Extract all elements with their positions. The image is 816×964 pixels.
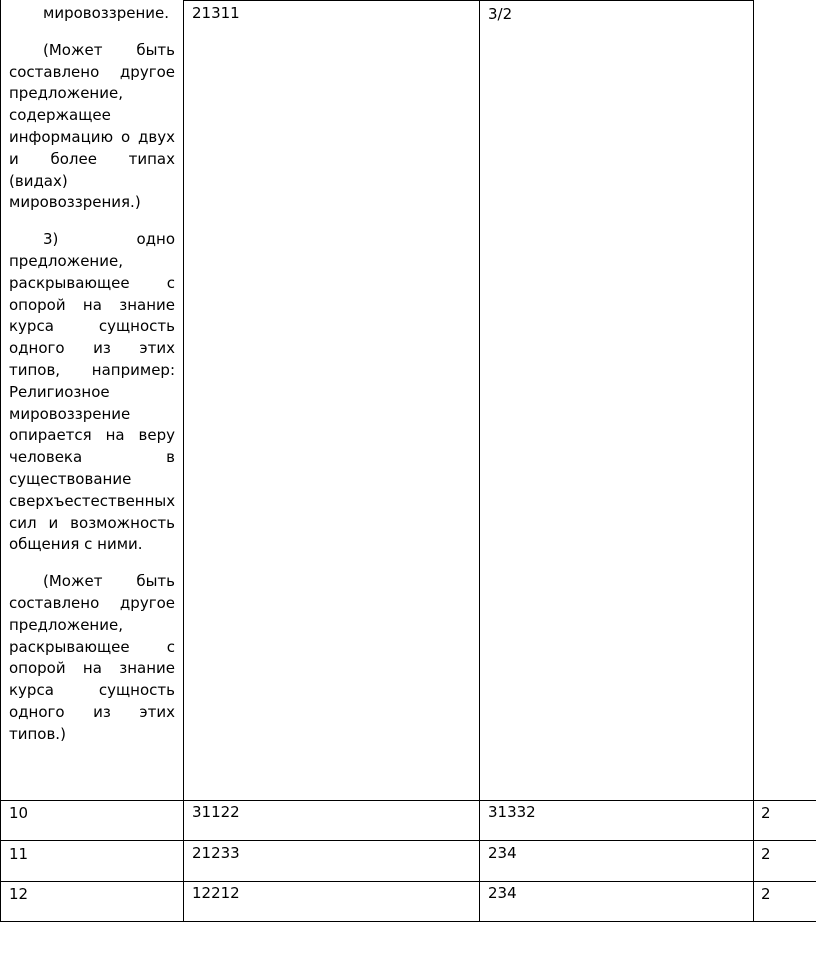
table-row-answer: 234 bbox=[488, 844, 517, 862]
table-border-row2 bbox=[0, 840, 816, 841]
table-row-points: 2 bbox=[761, 885, 771, 903]
table-row-number: 11 bbox=[9, 845, 29, 863]
top-row-code: 21311 bbox=[192, 4, 240, 22]
table-row-code: 21233 bbox=[192, 844, 240, 862]
table-row-answer: 234 bbox=[488, 884, 517, 902]
answer-paragraph: 3) одно предложение, раскрывающее с опорой на знание курса сущность одного из этих типов, например: Религиозное мировоззрение опирается на веру человека в существование сверхъестественных сил и возможность общения с ними. bbox=[9, 230, 176, 554]
table-row-points: 2 bbox=[761, 845, 771, 863]
top-row-score: 3/2 bbox=[488, 5, 513, 23]
table-border-row3 bbox=[0, 881, 816, 882]
table-row-code: 12212 bbox=[192, 884, 240, 902]
table-border-row1 bbox=[0, 800, 816, 801]
table-border-col1 bbox=[183, 0, 184, 922]
table-border-col3 bbox=[753, 0, 754, 922]
table-border-col2 bbox=[479, 0, 480, 922]
table-border-left bbox=[0, 0, 1, 922]
table-row-number: 10 bbox=[9, 804, 29, 822]
table-border-top bbox=[183, 0, 754, 1]
table-row-answer: 31332 bbox=[488, 803, 536, 821]
answer-criteria-cell bbox=[9, 3, 175, 761]
table-row-points: 2 bbox=[761, 804, 771, 822]
table-row-code: 31122 bbox=[192, 803, 240, 821]
answer-paragraph: (Может быть составлено другое предложение, раскрывающее с опорой на знание курса сущность одного из этих типов.) bbox=[9, 572, 175, 743]
answer-paragraph: (Может быть составлено другое предложение, содержащее информацию о двух и более типах (видах) мировоззрения.) bbox=[9, 40, 175, 212]
table-border-bottom bbox=[0, 921, 816, 922]
answer-paragraph: мировоззрение. bbox=[43, 4, 170, 22]
table-row-number: 12 bbox=[9, 885, 29, 903]
